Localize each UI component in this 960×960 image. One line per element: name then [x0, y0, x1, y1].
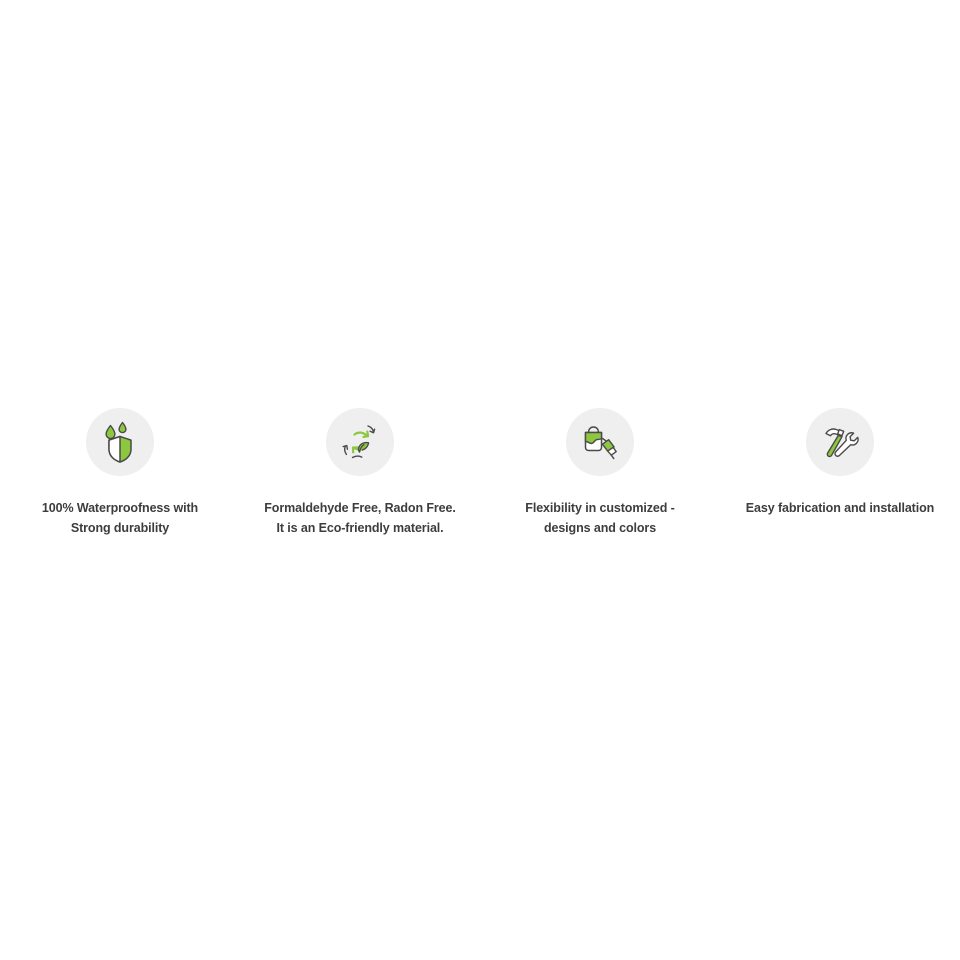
- caption-line: Flexibility in customized -: [525, 501, 675, 515]
- icon-badge: [326, 408, 394, 476]
- icon-badge: [566, 408, 634, 476]
- icon-badge: [86, 408, 154, 476]
- caption-line: designs and colors: [543, 521, 657, 536]
- feature-item-eco-friendly: [240, 408, 480, 539]
- paint-bucket-brush-icon: [577, 419, 623, 465]
- caption-line: Easy fabrication and installation: [745, 501, 935, 515]
- feature-caption: [725, 498, 955, 518]
- feature-caption: [485, 498, 715, 539]
- hammer-wrench-tools-icon: [817, 419, 863, 465]
- caption-line: 100% Waterproofness with: [41, 501, 199, 515]
- icon-badge: [806, 408, 874, 476]
- feature-caption: [5, 498, 235, 539]
- caption-line: Formaldehyde Free, Radon Free.: [264, 501, 456, 515]
- caption-line: It is an Eco-friendly material.: [276, 521, 444, 536]
- feature-item-flexibility: [480, 408, 720, 539]
- caption-line: Strong durability: [70, 521, 170, 536]
- feature-item-waterproofness: [0, 408, 240, 539]
- waterproof-shield-drops-icon: [97, 419, 143, 465]
- eco-recycle-leaf-icon: [337, 419, 383, 465]
- feature-item-fabrication: [720, 408, 960, 518]
- feature-list: [0, 408, 960, 539]
- feature-caption: [245, 498, 475, 539]
